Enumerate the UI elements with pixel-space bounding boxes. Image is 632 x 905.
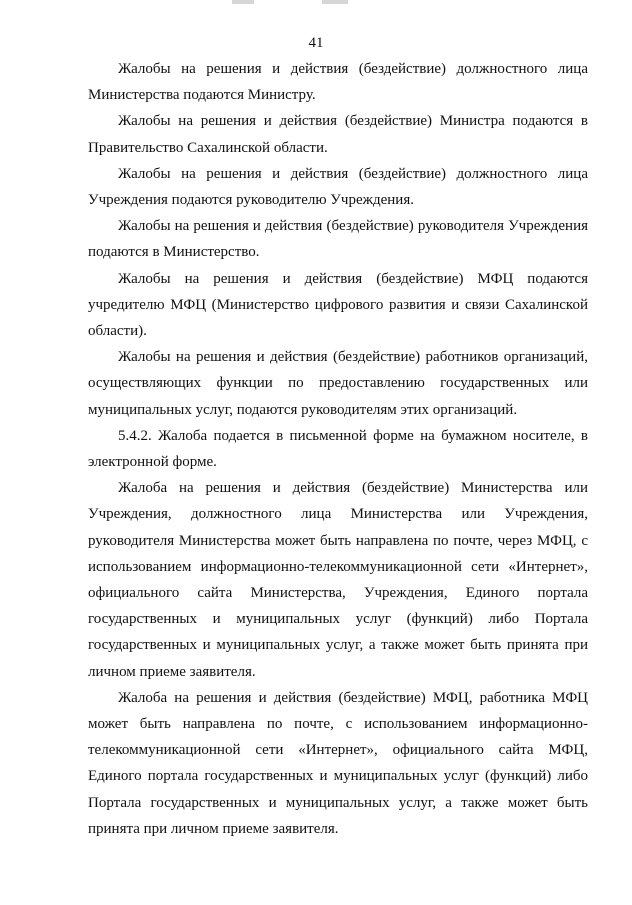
scan-artifact: [232, 0, 254, 4]
paragraph-complaint-submission-mfc: Жалоба на решения и действия (бездействие) МФЦ, работника МФЦ может быть направлена по почте, с использованием информационно-телекоммуникационной сети «Интернет», официального сайта МФЦ, Единого портала государственных и муниципальных услуг (функций) либо Портала государственных и муниципальных услуг, а также может быть принята при личном приеме заявителя.: [88, 689, 588, 837]
paragraph-complaint-minister: Жалобы на решения и действия (бездействие) Министра подаются в Правительство Сахалинской области.: [88, 113, 588, 156]
scan-artifact: [322, 0, 348, 4]
paragraph-section-5-4-2: 5.4.2. Жалоба подается в письменной форме на бумажном носителе, в электронной форме.: [88, 427, 588, 471]
paragraph-complaint-mfc: Жалобы на решения и действия (бездействие) МФЦ подаются учредителю МФЦ (Министерство цифрового развития и связи Сахалинской области).: [88, 270, 588, 340]
paragraph-complaint-ministry-official: Жалобы на решения и действия (бездействие) должностного лица Министерства подаются Министру.: [88, 61, 588, 104]
page-number: 41: [308, 35, 324, 51]
paragraph-complaint-institution-official: Жалобы на решения и действия (бездействие) должностного лица Учреждения подаются руководителю Учреждения.: [88, 165, 588, 209]
document-body: [88, 56, 588, 842]
paragraph-complaint-organization-workers: Жалобы на решения и действия (бездействие) работников организаций, осуществляющих функции по предоставлению государственных или муниципальных услуг, подаются руководителям этих организаций.: [88, 349, 588, 418]
paragraph-complaint-institution-head: Жалобы на решения и действия (бездействие) руководителя Учреждения подаются в Министерство.: [88, 218, 588, 261]
paragraph-complaint-submission-ministry: Жалоба на решения и действия (бездействие) Министерства или Учреждения, должностного лица Министерства или Учреждения, руководителя Министерства может быть направлена по почте, через МФЦ, с использованием информационно-телекоммуникационной сети «Интернет», официального сайта Министерства, Учреждения, Единого портала государственных и муниципальных услуг (функций) либо Портала государственных и муниципальных услуг, а также может быть принята при личном приеме заявителя.: [88, 480, 588, 680]
